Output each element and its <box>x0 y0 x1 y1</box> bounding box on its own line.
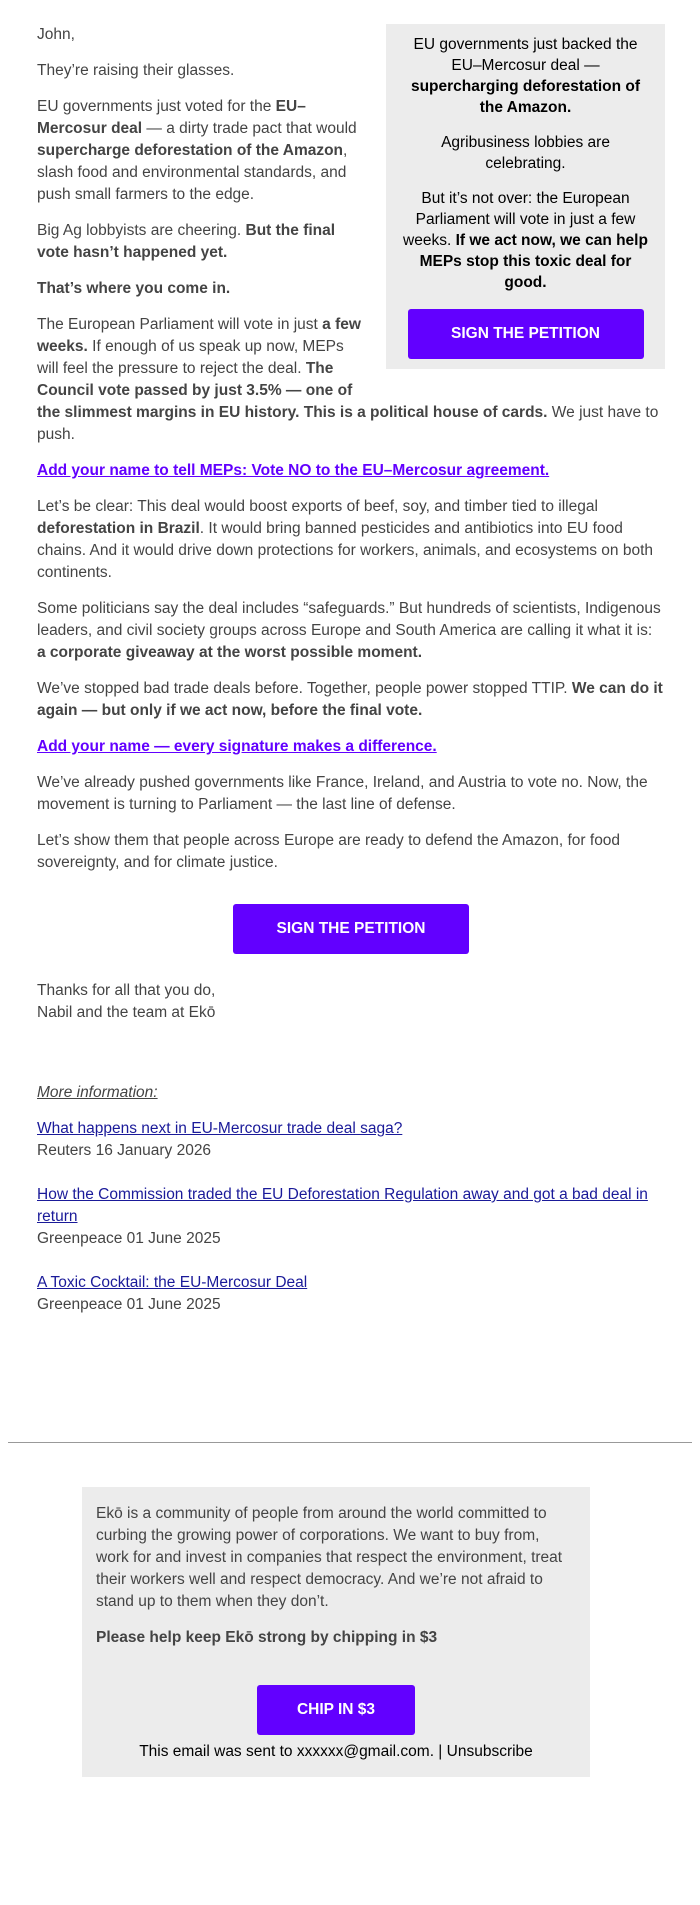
reference-link[interactable]: What happens next in EU-Mercosur trade deal saga? <box>37 1120 403 1137</box>
reference-link[interactable]: A Toxic Cocktail: the EU-Mercosur Deal <box>37 1274 308 1291</box>
petition-link[interactable]: Add your name to tell MEPs: Vote NO to the EU–Mercosur agreement. <box>37 462 550 479</box>
text-bold: a few weeks. <box>37 316 361 355</box>
text-bold: supercharging deforestation of the Amazon. <box>410 78 641 116</box>
signoff <box>37 980 665 1024</box>
paragraph <box>37 598 665 664</box>
reference-link[interactable]: How the Commission traded the EU Deforestation Regulation away and got a bad deal in return <box>37 1186 648 1225</box>
text-bold: deforestation in Brazil <box>37 520 200 537</box>
reference-source: Reuters 16 January 2026 <box>37 1142 212 1159</box>
signoff-line: Nabil and the team at Ekō <box>37 1004 216 1021</box>
sign-petition-button[interactable]: SIGN THE PETITION <box>408 309 644 359</box>
petition-link[interactable]: Add your name — every signature makes a difference. <box>37 738 437 755</box>
more-information-label: More information: <box>37 1084 158 1101</box>
about-eko: Ekō is a community of people from around the world committed to curbing the growing power of corporations. We want to buy from, work for and invest in companies that respect the environment, treat their workers well and respect democracy. And we’re not afraid to stand up to them when they don’t. <box>96 1505 563 1610</box>
text: , slash food and environmental standards, and push small farmers to the edge. <box>37 142 348 203</box>
text: Let’s be clear: This deal would boost exports of beef, soy, and timber tied to illegal <box>37 498 598 515</box>
paragraph: We’ve already pushed governments like France, Ireland, and Austria to vote no. Now, the movement is turning to Parliament — the last line of defense. <box>37 774 648 813</box>
cta-container <box>96 1685 576 1735</box>
reference-source: Greenpeace 01 June 2025 <box>37 1296 221 1313</box>
text-bold: We can do it again — but only if we act now, before the final vote. <box>37 680 663 719</box>
reference-item <box>37 1272 665 1316</box>
sidebox-call <box>402 188 649 293</box>
sidebox-intro <box>402 34 649 118</box>
footer-panel <box>82 1487 590 1777</box>
divider <box>8 1442 692 1443</box>
text-bold: If we act now, we can help MEPs stop this toxic deal for good. <box>419 232 648 291</box>
paragraph <box>37 496 665 584</box>
chip-in-button[interactable]: CHIP IN $3 <box>257 1685 415 1735</box>
text-bold: EU–Mercosur deal <box>37 98 306 137</box>
email-body <box>37 24 665 1338</box>
reference-source: Greenpeace 01 June 2025 <box>37 1230 221 1247</box>
paragraph: Let’s show them that people across Europe are ready to defend the Amazon, for food sovereignty, and for climate justice. <box>37 832 621 871</box>
text-bold: But the final vote hasn’t happened yet. <box>37 222 336 261</box>
text-bold: The Council vote passed by just 3.5% — one of the slimmest margins in EU history. This is a political house of cards. <box>37 360 548 421</box>
reference-item <box>37 1118 665 1162</box>
text: We just have to push. <box>37 404 659 443</box>
sent-to-notice <box>96 1741 576 1763</box>
paragraph: They’re raising their glasses. <box>37 62 235 79</box>
sent-to-text: This email was sent to xxxxxx@gmail.com. | <box>139 1743 447 1760</box>
paragraph <box>37 678 665 722</box>
paragraph <box>37 460 665 482</box>
text: But it’s not over: the European Parliament will vote in just a few weeks. <box>403 190 636 249</box>
signoff-line: Thanks for all that you do, <box>37 982 216 999</box>
donation-appeal <box>96 1627 576 1649</box>
text-bold: a corporate giveaway at the worst possible moment. <box>37 644 423 661</box>
unsubscribe-link[interactable]: Unsubscribe <box>446 1743 533 1760</box>
text: Big Ag lobbyists are cheering. <box>37 222 246 239</box>
sidebox-lobbies: Agribusiness lobbies are celebrating. <box>441 134 610 172</box>
text: — a dirty trade pact that would <box>142 120 357 137</box>
petition-sidebox <box>386 24 665 369</box>
text-bold: Please help keep Ekō strong by chipping in $3 <box>96 1629 438 1646</box>
text: The European Parliament will vote in just <box>37 316 323 333</box>
reference-item <box>37 1184 665 1250</box>
cta-container <box>37 904 665 954</box>
text: EU governments just voted for the <box>37 98 276 115</box>
text-bold: That’s where you come in. <box>37 280 231 297</box>
text-bold: supercharge deforestation of the Amazon <box>37 142 344 159</box>
text: EU governments just backed the EU–Mercosur deal — <box>413 36 638 74</box>
text: Some politicians say the deal includes “safeguards.” But hundreds of scientists, Indigenous leaders, and civil society groups across Europe and South America are calling it what it is: <box>37 600 661 639</box>
paragraph <box>37 736 665 758</box>
text: We’ve stopped bad trade deals before. Together, people power stopped TTIP. <box>37 680 572 697</box>
text: . It would bring banned pesticides and antibiotics into EU food chains. And it would drive down protections for workers, animals, and ecosystems on both continents. <box>37 520 654 581</box>
text: If enough of us speak up now, MEPs will feel the pressure to reject the deal. <box>37 338 344 377</box>
sign-petition-button[interactable]: SIGN THE PETITION <box>233 904 469 954</box>
greeting: John, <box>37 26 75 43</box>
